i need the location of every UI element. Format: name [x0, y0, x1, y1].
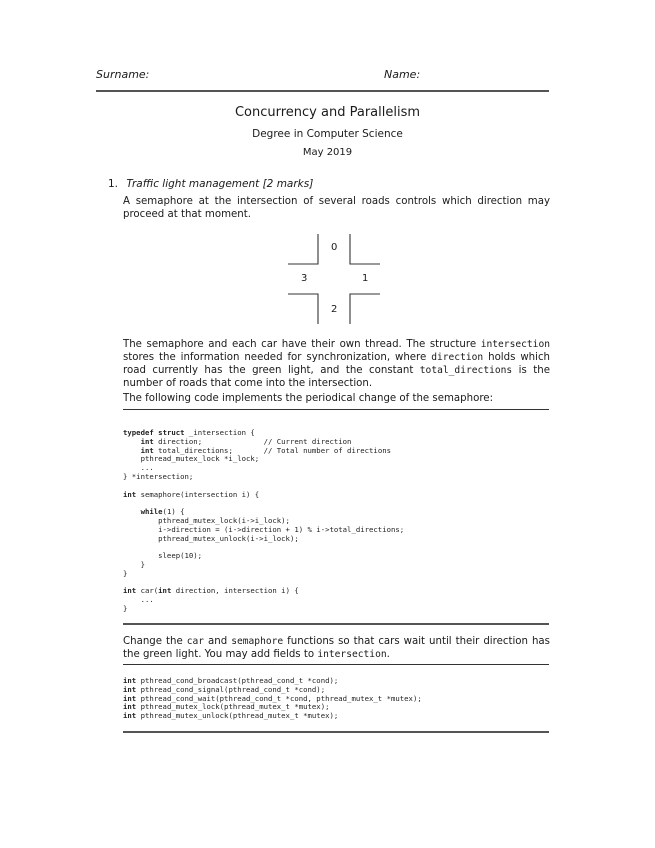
exam-date: May 2019: [302, 147, 353, 158]
inline-code: total_directions: [419, 365, 513, 376]
text-run: holds which road currently has the green light, and the constant: [123, 352, 550, 376]
pthread-api-block: [123, 677, 422, 721]
code-line: }: [123, 603, 128, 613]
intersection-diagram: [288, 232, 383, 327]
code-line: ...: [123, 463, 154, 473]
api-block-bottom-rule: [123, 731, 549, 733]
code-line: int pthread_mutex_lock(pthread_mutex_t *mutex);: [123, 702, 330, 712]
road-corner-bottom-left: [288, 294, 318, 324]
inline-code: car: [186, 636, 205, 647]
code-line: i->direction = (i->direction + 1) % i->total_directions;: [123, 524, 405, 534]
code-line: pthread_mutex_lock *i_lock;: [123, 454, 260, 464]
surname-label: Surname:: [96, 68, 150, 81]
direction-label-3: 3: [301, 273, 308, 284]
road-corner-top-left: [288, 234, 318, 264]
direction-label-1: 1: [362, 273, 369, 284]
inline-code: semaphore: [231, 636, 284, 647]
inline-code: direction: [431, 352, 484, 363]
text-run: stores the information needed for synchronization, where: [123, 352, 432, 363]
degree-subtitle: Degree in Computer Science: [252, 128, 403, 140]
direction-label-0: 0: [331, 242, 338, 253]
text-run: functions so that cars wait until their direction has the green light. You may add fields to: [123, 636, 550, 660]
code-line: int car(int direction, intersection i) {: [123, 586, 299, 596]
code-block-bottom-rule: [123, 623, 549, 625]
text-run: The semaphore and each car have their own thread. The structure: [123, 339, 481, 350]
task-instruction: [123, 635, 550, 661]
road-corner-bottom-right: [350, 294, 380, 324]
text-run: .: [386, 649, 390, 660]
code-line: sleep(10);: [123, 551, 203, 561]
code-line: int pthread_cond_wait(pthread_cond_t *cond, pthread_mutex_t *mutex);: [123, 693, 422, 703]
code-line: }: [123, 568, 128, 578]
question-heading: [108, 178, 313, 190]
course-title: Concurrency and Parallelism: [234, 105, 421, 120]
code-block-top-rule: [123, 409, 549, 410]
code-line: } *intersection;: [123, 471, 194, 481]
code-line: int pthread_cond_broadcast(pthread_cond_t *cond);: [123, 676, 339, 685]
inline-code: intersection: [317, 649, 387, 660]
question-title: Traffic light management [2 marks]: [126, 178, 314, 190]
semaphore-code-block: [123, 429, 404, 614]
code-line: int pthread_mutex_unlock(pthread_mutex_t *mutex);: [123, 711, 339, 721]
code-line: pthread_mutex_lock(i->i_lock);: [123, 515, 290, 525]
code-line: typedef struct _intersection {: [123, 428, 255, 437]
text-run: and: [204, 636, 232, 647]
code-line: }: [123, 559, 145, 569]
name-label: Name:: [384, 68, 421, 81]
text-run: is the number of roads that come into the intersection.: [123, 365, 550, 389]
code-intro: The following code implements the periodical change of the semaphore:: [123, 393, 493, 404]
code-line: int direction; // Current direction: [140, 436, 352, 446]
question-number: 1.: [108, 178, 119, 190]
direction-label-2: 2: [331, 304, 338, 315]
code-line: int semaphore(intersection i) {: [123, 489, 260, 499]
code-line: while(1) {: [140, 507, 185, 517]
question-intro: A semaphore at the intersection of several roads controls which direction may proceed at that moment.: [123, 196, 550, 220]
api-block-top-rule: [123, 664, 549, 665]
structure-description: [123, 338, 550, 390]
inline-code: intersection: [480, 339, 550, 350]
code-line: pthread_mutex_unlock(i->i_lock);: [123, 533, 299, 543]
code-line: ...: [123, 595, 154, 605]
road-corner-top-right: [350, 234, 380, 264]
text-run: Change the: [123, 636, 187, 647]
code-line: int pthread_cond_signal(pthread_cond_t *cond);: [123, 684, 326, 694]
header-rule: [96, 90, 549, 92]
code-line: int total_directions; // Total number of directions: [140, 445, 391, 455]
